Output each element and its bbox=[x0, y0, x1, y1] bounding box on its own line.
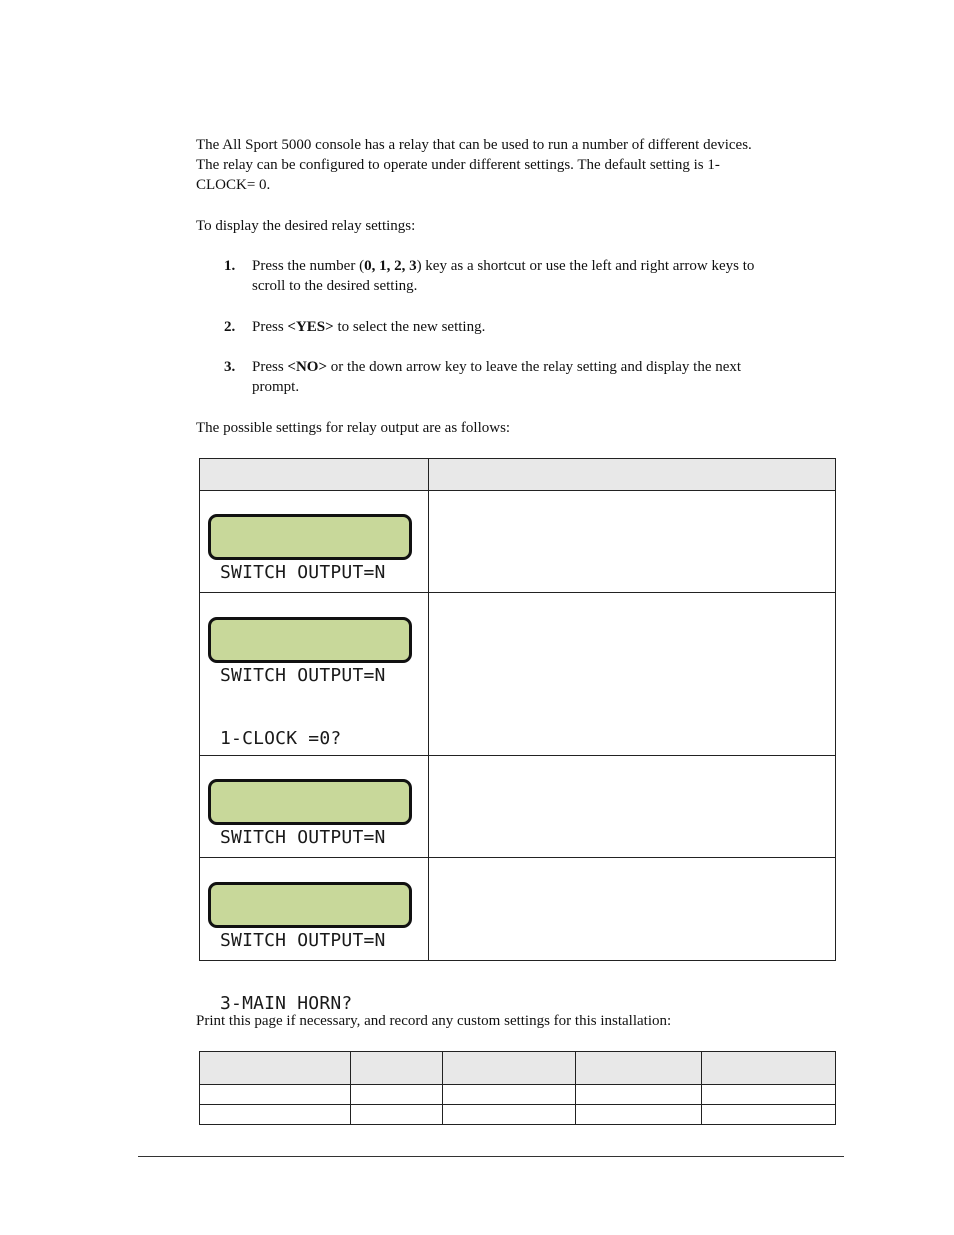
table-cell bbox=[702, 1105, 836, 1125]
step-text: Press the number (0, 1, 2, 3) key as a shortcut or use the left and right arrow keys to scroll to the desired setting. bbox=[252, 258, 755, 294]
lcd-line-1: SWITCH OUTPUT=N bbox=[220, 827, 386, 848]
lcd-line-2: 1-CLOCK =0? bbox=[220, 728, 342, 749]
header-cell bbox=[576, 1052, 702, 1085]
description-cell bbox=[429, 756, 836, 858]
print-note: Print this page if necessary, and record any custom settings for this installation: bbox=[196, 1013, 672, 1029]
table-cell bbox=[702, 1085, 836, 1105]
step-number: 3. bbox=[224, 359, 236, 375]
description-cell bbox=[429, 858, 836, 961]
lcd-display bbox=[208, 514, 412, 583]
description-cell bbox=[429, 491, 836, 593]
lcd-line-1: SWITCH OUTPUT=N bbox=[220, 665, 386, 686]
lcd-line-1: SWITCH OUTPUT=N bbox=[220, 930, 386, 951]
settings-intro: The possible settings for relay output are as follows: bbox=[196, 420, 511, 436]
lcd-cell bbox=[200, 756, 429, 858]
table-cell bbox=[351, 1105, 443, 1125]
lcd-cell bbox=[200, 593, 429, 756]
intro-paragraph bbox=[196, 135, 841, 195]
custom-settings-table bbox=[199, 1051, 836, 1125]
table-cell bbox=[200, 1105, 351, 1125]
footer-divider bbox=[138, 1156, 844, 1157]
lcd-line-2: 3-MAIN HORN? bbox=[220, 993, 353, 1014]
table-row bbox=[200, 1085, 836, 1105]
relay-settings-table bbox=[199, 458, 836, 1014]
table-row bbox=[200, 491, 836, 593]
table-row bbox=[200, 593, 836, 756]
intro-line-3: CLOCK= 0. bbox=[196, 177, 271, 193]
table-row bbox=[200, 1105, 836, 1125]
table-cell bbox=[200, 1085, 351, 1105]
display-prompt: To display the desired relay settings: bbox=[196, 218, 416, 234]
header-cell bbox=[702, 1052, 836, 1085]
lcd-cell bbox=[200, 858, 429, 1014]
table-header-row bbox=[200, 459, 836, 491]
table-header-row bbox=[200, 1052, 836, 1085]
step-text: Press <YES> to select the new setting. bbox=[252, 319, 486, 335]
step-text: Press <NO> or the down arrow key to leave the relay setting and display the next prompt. bbox=[252, 359, 742, 395]
table-cell bbox=[576, 1085, 702, 1105]
step-number: 1. bbox=[224, 258, 236, 274]
table-cell bbox=[576, 1105, 702, 1125]
table-row bbox=[200, 858, 836, 961]
table-row bbox=[200, 756, 836, 858]
lcd-cell bbox=[200, 491, 429, 593]
intro-line-2: The relay can be configured to operate under different settings. The default setting is 1- bbox=[196, 157, 720, 173]
header-cell-display bbox=[200, 459, 429, 491]
lcd-display bbox=[208, 779, 412, 848]
description-cell bbox=[429, 593, 836, 756]
lcd-line-1: SWITCH OUTPUT=N bbox=[220, 562, 386, 583]
table-cell bbox=[351, 1085, 443, 1105]
header-cell-description bbox=[429, 459, 836, 491]
intro-line-1: The All Sport 5000 console has a relay that can be used to run a number of different devices. bbox=[196, 137, 752, 153]
lcd-display bbox=[208, 617, 412, 749]
lcd-display bbox=[208, 882, 412, 1014]
table-cell bbox=[443, 1085, 576, 1105]
header-cell bbox=[443, 1052, 576, 1085]
step-number: 2. bbox=[224, 319, 236, 335]
header-cell bbox=[351, 1052, 443, 1085]
table-cell bbox=[443, 1105, 576, 1125]
header-cell bbox=[200, 1052, 351, 1085]
